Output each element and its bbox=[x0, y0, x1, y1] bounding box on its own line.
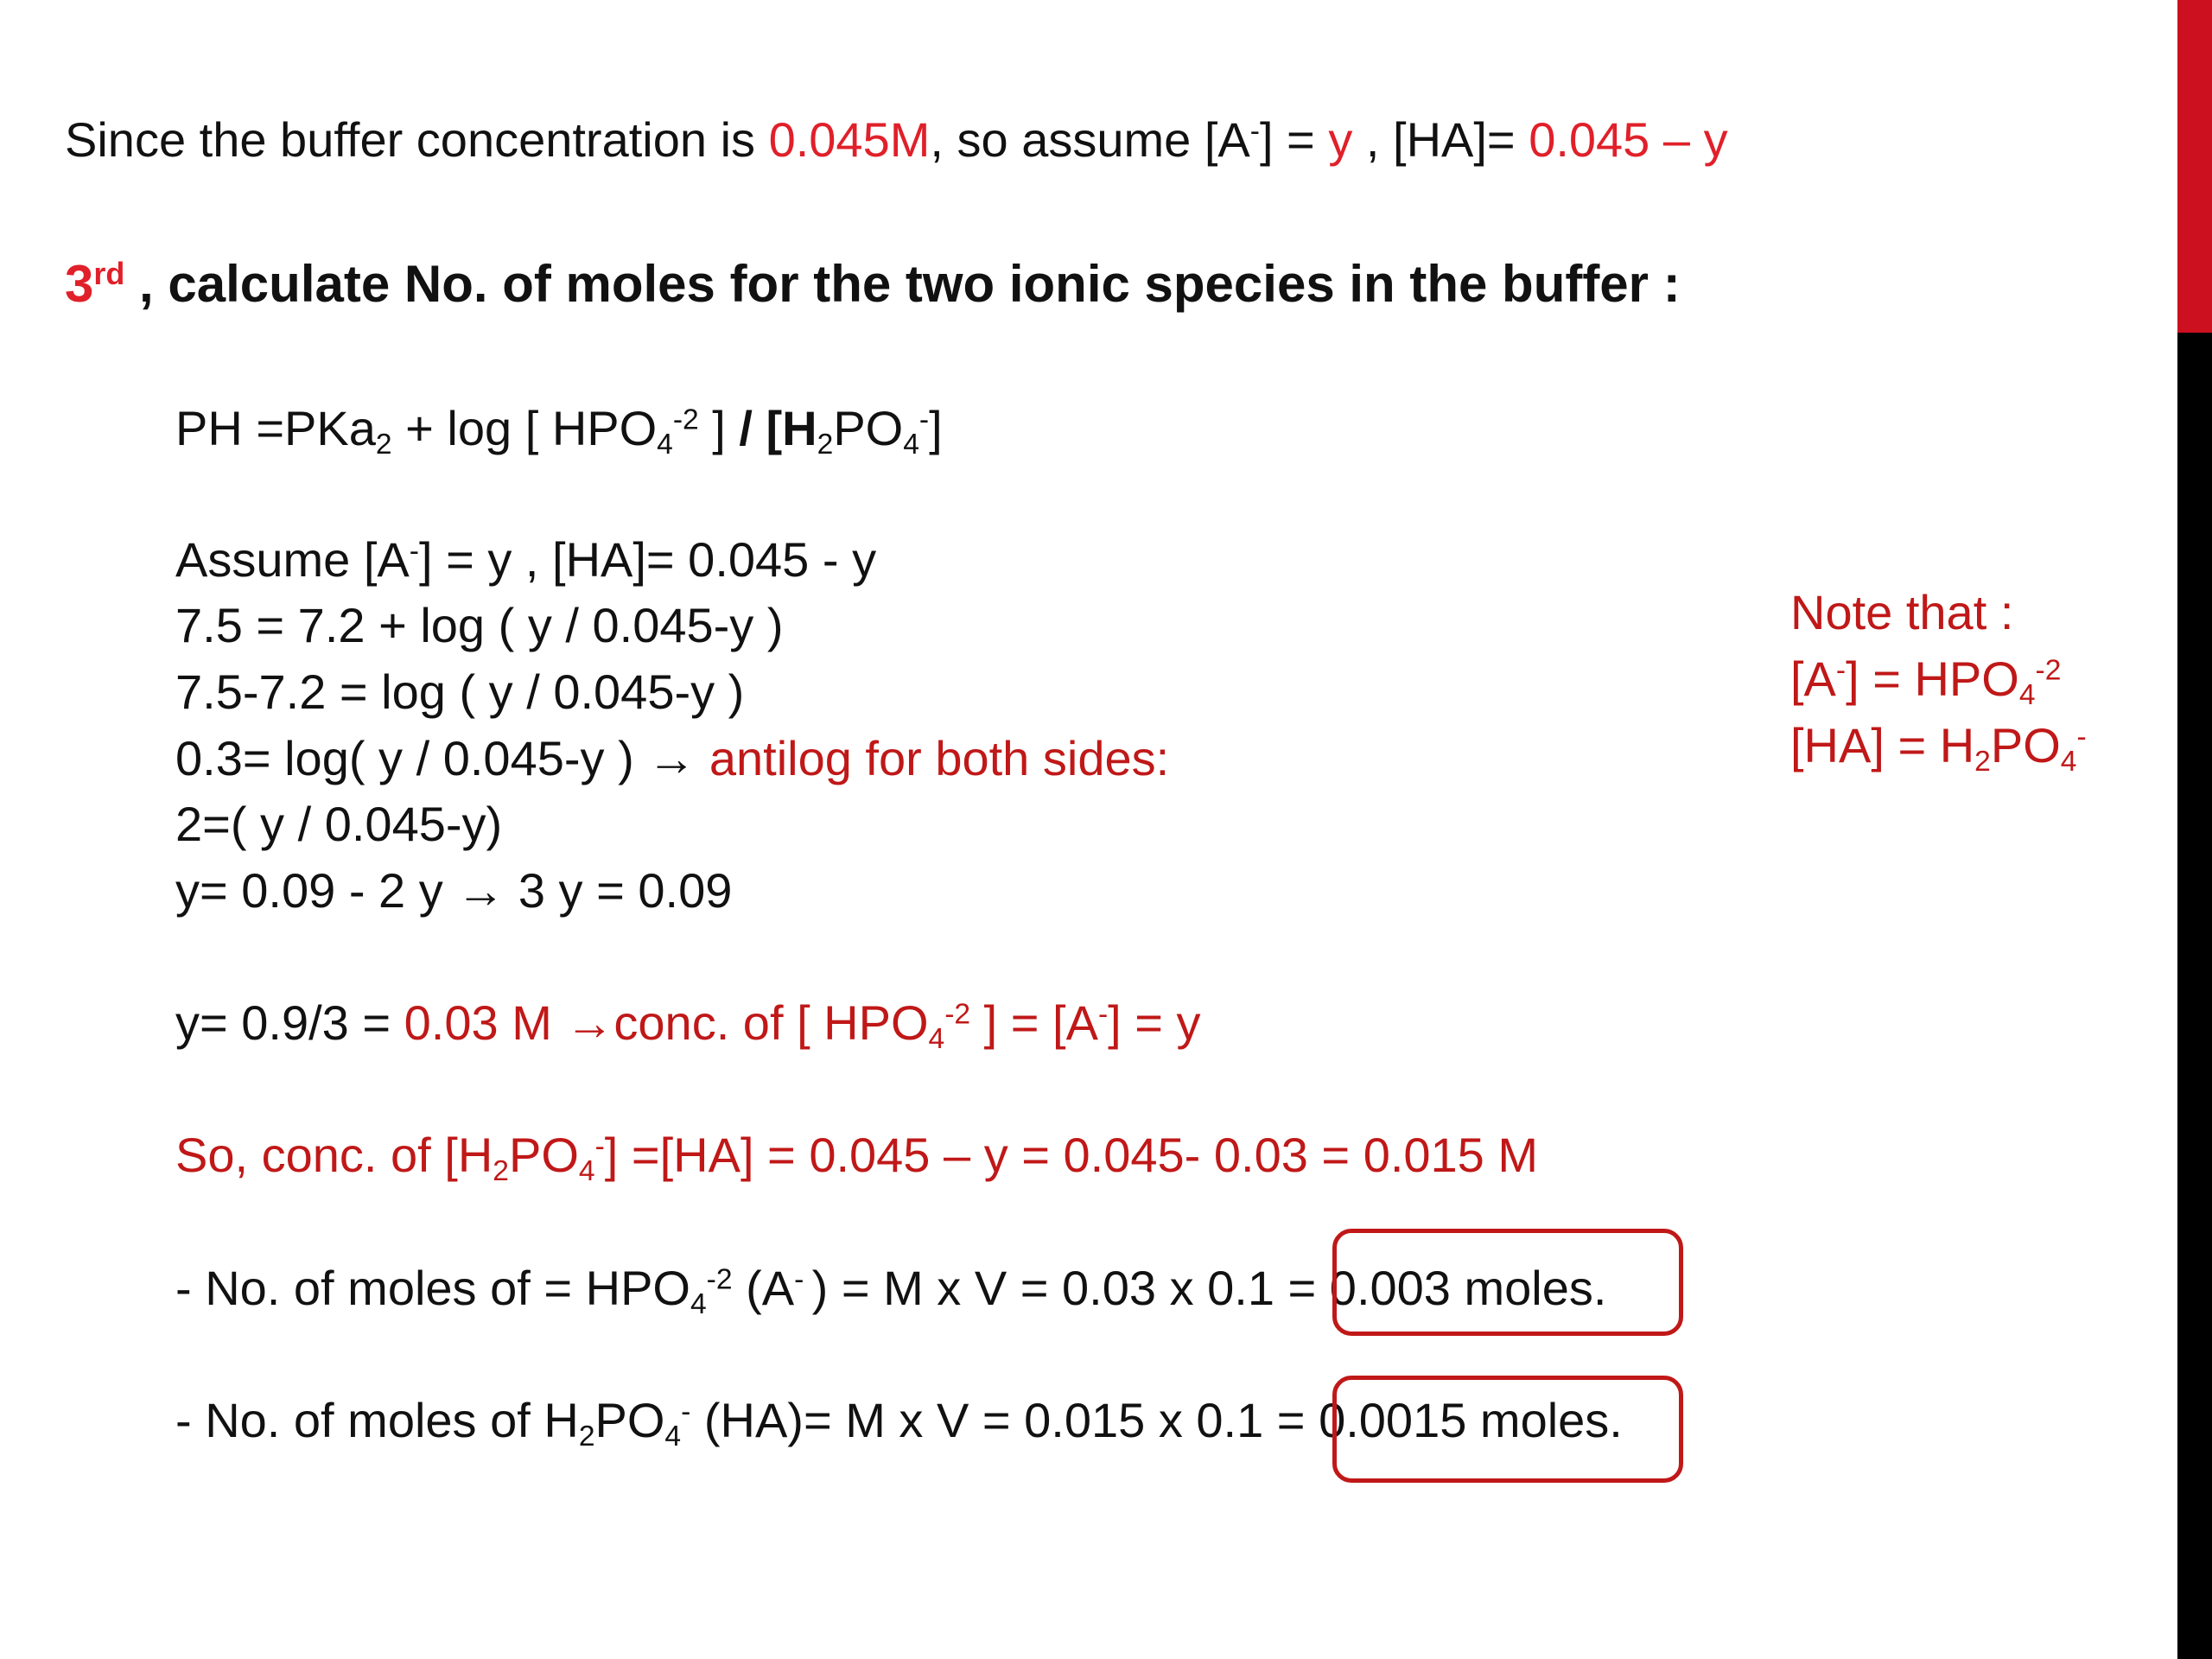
formula-sub: 2 bbox=[817, 429, 834, 461]
intro-equals: ] = bbox=[1259, 112, 1329, 167]
moles1-calc: ) = M x V = 0.03 x 0.1 = bbox=[811, 1261, 1330, 1315]
result-equals-y: ] = y bbox=[1108, 995, 1201, 1050]
note-ha: [HA] = H bbox=[1790, 718, 1975, 772]
result-conc: 0.03 M →conc. of [ HPO bbox=[404, 995, 929, 1050]
calc-line-6: y= 0.09 - 2 y → 3 y = 0.09 bbox=[175, 863, 733, 918]
moles1-a: (A bbox=[732, 1261, 795, 1315]
moles2-sub: 4 bbox=[664, 1421, 682, 1453]
formula-charge: -2 bbox=[672, 404, 699, 436]
note-sub: 2 bbox=[1974, 746, 1991, 779]
moles2-text: - No. of moles of H bbox=[175, 1393, 579, 1447]
intro-assume: , so assume [A bbox=[930, 112, 1250, 167]
formula-close: ] bbox=[929, 401, 943, 455]
result2-sub: 4 bbox=[578, 1155, 595, 1188]
formula-log: + log [ HPO bbox=[391, 401, 658, 455]
moles1-a-charge: - bbox=[794, 1263, 812, 1296]
note-sub: 4 bbox=[2018, 679, 2036, 712]
note-a: [A bbox=[1790, 652, 1836, 706]
calc-line-4 bbox=[175, 729, 1169, 787]
note-sub: 4 bbox=[2060, 746, 2077, 779]
heading-number: 3 bbox=[65, 255, 94, 313]
note-hpo: ] = HPO bbox=[1846, 652, 2019, 706]
formula-sub: 4 bbox=[903, 429, 919, 461]
calc-line-1 bbox=[175, 531, 876, 588]
result-a: ] = [A bbox=[970, 995, 1098, 1050]
note-charge: -2 bbox=[2035, 654, 2062, 687]
side-accent-bar-black bbox=[2177, 333, 2212, 1659]
answer-box-h2po4 bbox=[1332, 1376, 1683, 1483]
intro-text: Since the buffer concentration is bbox=[65, 112, 769, 167]
henderson-formula bbox=[175, 399, 943, 461]
moles2-calc: (HA)= M x V = 0.015 x 0.1 = bbox=[690, 1393, 1319, 1447]
heading-ordinal: rd bbox=[93, 256, 125, 292]
moles2-charge: - bbox=[681, 1395, 691, 1428]
note-a-charge: - bbox=[1835, 654, 1847, 687]
buffer-concentration: 0.045M bbox=[768, 112, 931, 167]
result2-po: PO bbox=[508, 1128, 579, 1182]
moles1-text: - No. of moles of = HPO bbox=[175, 1261, 690, 1315]
note-title: Note that : bbox=[1790, 585, 2014, 639]
calc-antilog-note: antilog for both sides: bbox=[709, 731, 1170, 785]
moles2-sub: 2 bbox=[578, 1421, 595, 1453]
calc-antilog-eq: 0.3= log( y / 0.045-y ) → bbox=[175, 731, 709, 785]
result2-charge: - bbox=[594, 1130, 605, 1163]
result2-rest: ] =[HA] = 0.045 – y = 0.045- 0.03 = 0.015 M bbox=[604, 1128, 1539, 1182]
calc-line-3: 7.5-7.2 = log ( y / 0.045-y ) bbox=[175, 664, 745, 719]
intro-line bbox=[65, 111, 1728, 168]
result-sub: 4 bbox=[928, 1023, 945, 1056]
calc-assume: Assume [A bbox=[175, 532, 410, 587]
intro-ha-value: 0.045 – y bbox=[1529, 112, 1728, 167]
note-charge: - bbox=[2076, 721, 2087, 753]
result2-sub: 2 bbox=[493, 1155, 509, 1188]
moles1-sub: 4 bbox=[690, 1288, 707, 1321]
result-h2po4 bbox=[175, 1126, 1539, 1188]
note-po: PO bbox=[1990, 718, 2061, 772]
formula-ph: PH =PKa bbox=[175, 401, 376, 455]
moles1-charge: -2 bbox=[706, 1263, 733, 1296]
section-heading bbox=[65, 253, 1681, 315]
note-row-ha bbox=[1790, 716, 2087, 779]
formula-divide: / bbox=[739, 401, 766, 455]
formula-h: [H bbox=[766, 401, 817, 455]
result-y: y= 0.9/3 = bbox=[175, 995, 404, 1050]
heading-text: , calculate No. of moles for the two ionic species in the buffer : bbox=[124, 255, 1681, 313]
moles-h2po4-answer: 0.0015 moles. bbox=[1319, 1393, 1623, 1447]
calc-line-5: 2=( y / 0.045-y) bbox=[175, 797, 503, 851]
moles2-po: PO bbox=[594, 1393, 665, 1447]
intro-y: y bbox=[1328, 112, 1353, 167]
result-charge: -2 bbox=[944, 998, 971, 1031]
answer-box-hpo4 bbox=[1329, 1229, 1683, 1336]
calc-line-2: 7.5 = 7.2 + log ( y / 0.045-y ) bbox=[175, 598, 784, 652]
side-accent-bar-red bbox=[2177, 0, 2212, 333]
formula-bracket: ] bbox=[698, 401, 740, 455]
formula-sub: 4 bbox=[657, 429, 673, 461]
result-a-charge: - bbox=[1097, 998, 1109, 1031]
intro-ha: , [HA]= bbox=[1352, 112, 1529, 167]
intro-charge: - bbox=[1249, 115, 1260, 148]
calc-charge: - bbox=[409, 535, 419, 568]
formula-sub: 2 bbox=[375, 429, 392, 461]
moles-hpo4-answer: 0.003 moles. bbox=[1329, 1261, 1607, 1315]
formula-charge: - bbox=[918, 404, 930, 436]
result2-text: So, conc. of [H bbox=[175, 1128, 493, 1182]
result-hpo4 bbox=[175, 994, 1201, 1056]
calc-assume-rest: ] = y , [HA]= 0.045 - y bbox=[418, 532, 877, 587]
note-row-a bbox=[1790, 650, 2062, 712]
formula-po: PO bbox=[833, 401, 904, 455]
